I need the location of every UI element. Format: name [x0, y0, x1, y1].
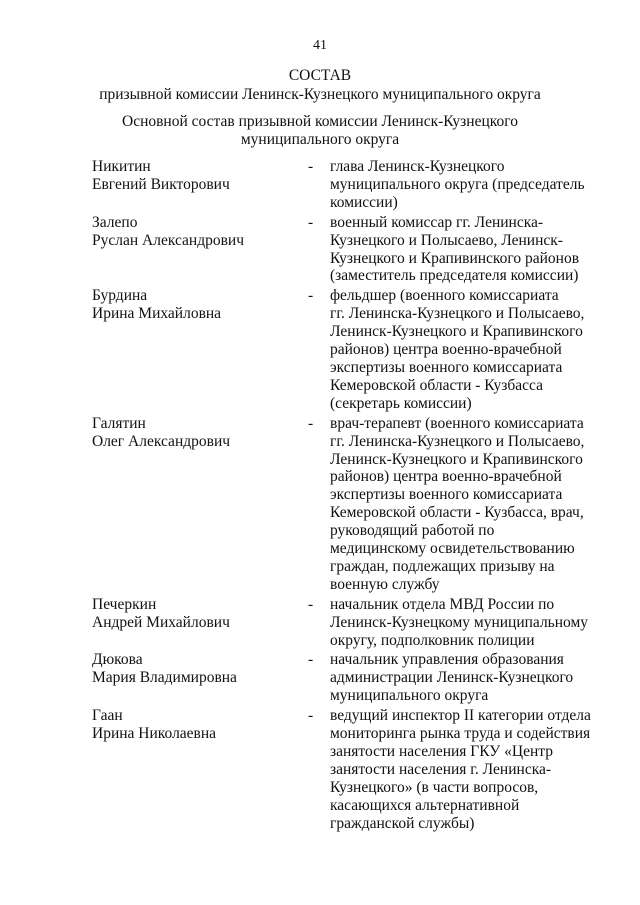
dash-separator: -: [308, 651, 314, 669]
member-given-name: Олег Александрович: [92, 432, 231, 450]
member-given-name: Евгений Викторович: [92, 175, 230, 193]
member-role: начальник отдела МВД России по Ленинск-Кузнецкому муниципальному округу, подполковник полиции: [330, 595, 589, 649]
member-entry: [92, 596, 592, 650]
member-role: врач-терапевт (военного комиссариата гг. Ленинска-Кузнецкого и Полысаево, Ленинск-Кузнецкого и Крапивинского районов) центра военно-врачебной экспертизы военного комиссариата Кемеровской области - Кузбасса, врач, руководящий работой по медицинскому освидетельствованию граждан, подлежащих призыву на военную службу: [330, 414, 585, 593]
member-surname: Дюкова: [92, 651, 143, 669]
member-entry: [92, 214, 592, 286]
member-given-name: Мария Владимировна: [92, 669, 237, 687]
dash-separator: -: [308, 595, 314, 613]
member-role: фельдшер (военного комиссариата гг. Ленинска-Кузнецкого и Полысаево, Ленинск-Кузнецкого и Крапивинского районов) центра военно-врачебной экспертизы военного комиссариата Кемеровской области - Кузбасса (секретарь комиссии): [330, 287, 585, 412]
member-given-name: Ирина Михайловна: [92, 305, 222, 323]
member-name: [92, 707, 308, 743]
member-name: [92, 596, 308, 632]
member-role: военный комиссар гг. Ленинска- Кузнецкого и Полысаево, Ленинск- Кузнецкого и Крапивинского районов (заместитель председателя комиссии): [330, 213, 580, 285]
dash-separator: -: [308, 158, 314, 175]
member-entry: [92, 707, 592, 832]
page-number: 41: [313, 38, 327, 53]
dash-separator: -: [308, 707, 314, 725]
member-role: начальник управления образования администрации Ленинск-Кузнецкого муниципального округа: [330, 651, 574, 705]
member-role: ведущий инспектор II категории отдела мониторинга рынка труда и содействия занятости населения ГКУ «Центр занятости населения г. Ленинска- Кузнецкого» (в части вопросов, касающихся альтернативной гражданской службы): [330, 707, 591, 832]
member-entry: [92, 287, 592, 412]
member-surname: Никитин: [92, 158, 151, 175]
member-name: [92, 651, 308, 687]
dash-separator: -: [308, 213, 314, 231]
member-entry: [92, 158, 592, 212]
document-subtitle: призывной комиссии Ленинск-Кузнецкого муниципального округа: [99, 86, 541, 103]
member-given-name: Андрей Михайлович: [92, 613, 230, 631]
dash-separator: -: [308, 287, 314, 305]
section-heading: Основной состав призывной комиссии Ленинск-Кузнецкого муниципального округа: [122, 113, 518, 148]
member-entry: [92, 651, 592, 705]
member-surname: Печеркин: [92, 595, 157, 613]
member-entry: [92, 415, 592, 594]
member-given-name: Руслан Александрович: [92, 231, 245, 249]
document-title: СОСТАВ: [288, 67, 352, 84]
member-surname: Галятин: [92, 414, 146, 432]
member-surname: Гаан: [92, 707, 123, 725]
member-name: [92, 415, 308, 451]
member-surname: Бурдина: [92, 287, 148, 305]
member-name: [92, 158, 308, 194]
members-list: [92, 158, 592, 835]
member-given-name: Ирина Николаевна: [92, 725, 217, 743]
member-name: [92, 214, 308, 250]
dash-separator: -: [308, 414, 314, 432]
member-name: [92, 287, 308, 323]
member-role: глава Ленинск-Кузнецкого муниципального округа (председатель комиссии): [330, 158, 585, 211]
member-surname: Залепо: [92, 213, 138, 231]
